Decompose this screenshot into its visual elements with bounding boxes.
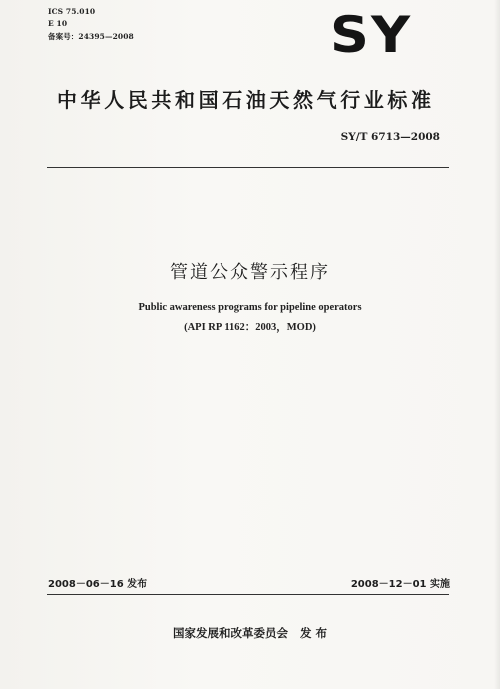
document-title-cn: 管道公众警示程序 (170, 262, 330, 283)
issuer: 国家发展和改革委员会 发 布 (172, 626, 327, 640)
page-edge-shadow (494, 0, 500, 689)
sy-logo: SY (330, 6, 413, 64)
top-divider (47, 167, 449, 168)
filing-number: 备案号：24395—2008 (48, 32, 134, 41)
standard-code: SY/T 6713—2008 (340, 131, 440, 143)
standard-title: 中华人民共和国石油天然气行业标准 (57, 88, 435, 112)
implementation-date: 2008－12－01 实施 (350, 579, 450, 590)
ics-code: ICS 75.010 (48, 7, 96, 16)
issue-date: 2008－06－16 发布 (48, 579, 148, 590)
classification-code: E 10 (48, 19, 68, 28)
document-title-en: Public awareness programs for pipeline operators (138, 302, 362, 313)
bottom-divider (47, 594, 449, 595)
adoption-note: (API RP 1162：2003，MOD) (184, 322, 316, 333)
